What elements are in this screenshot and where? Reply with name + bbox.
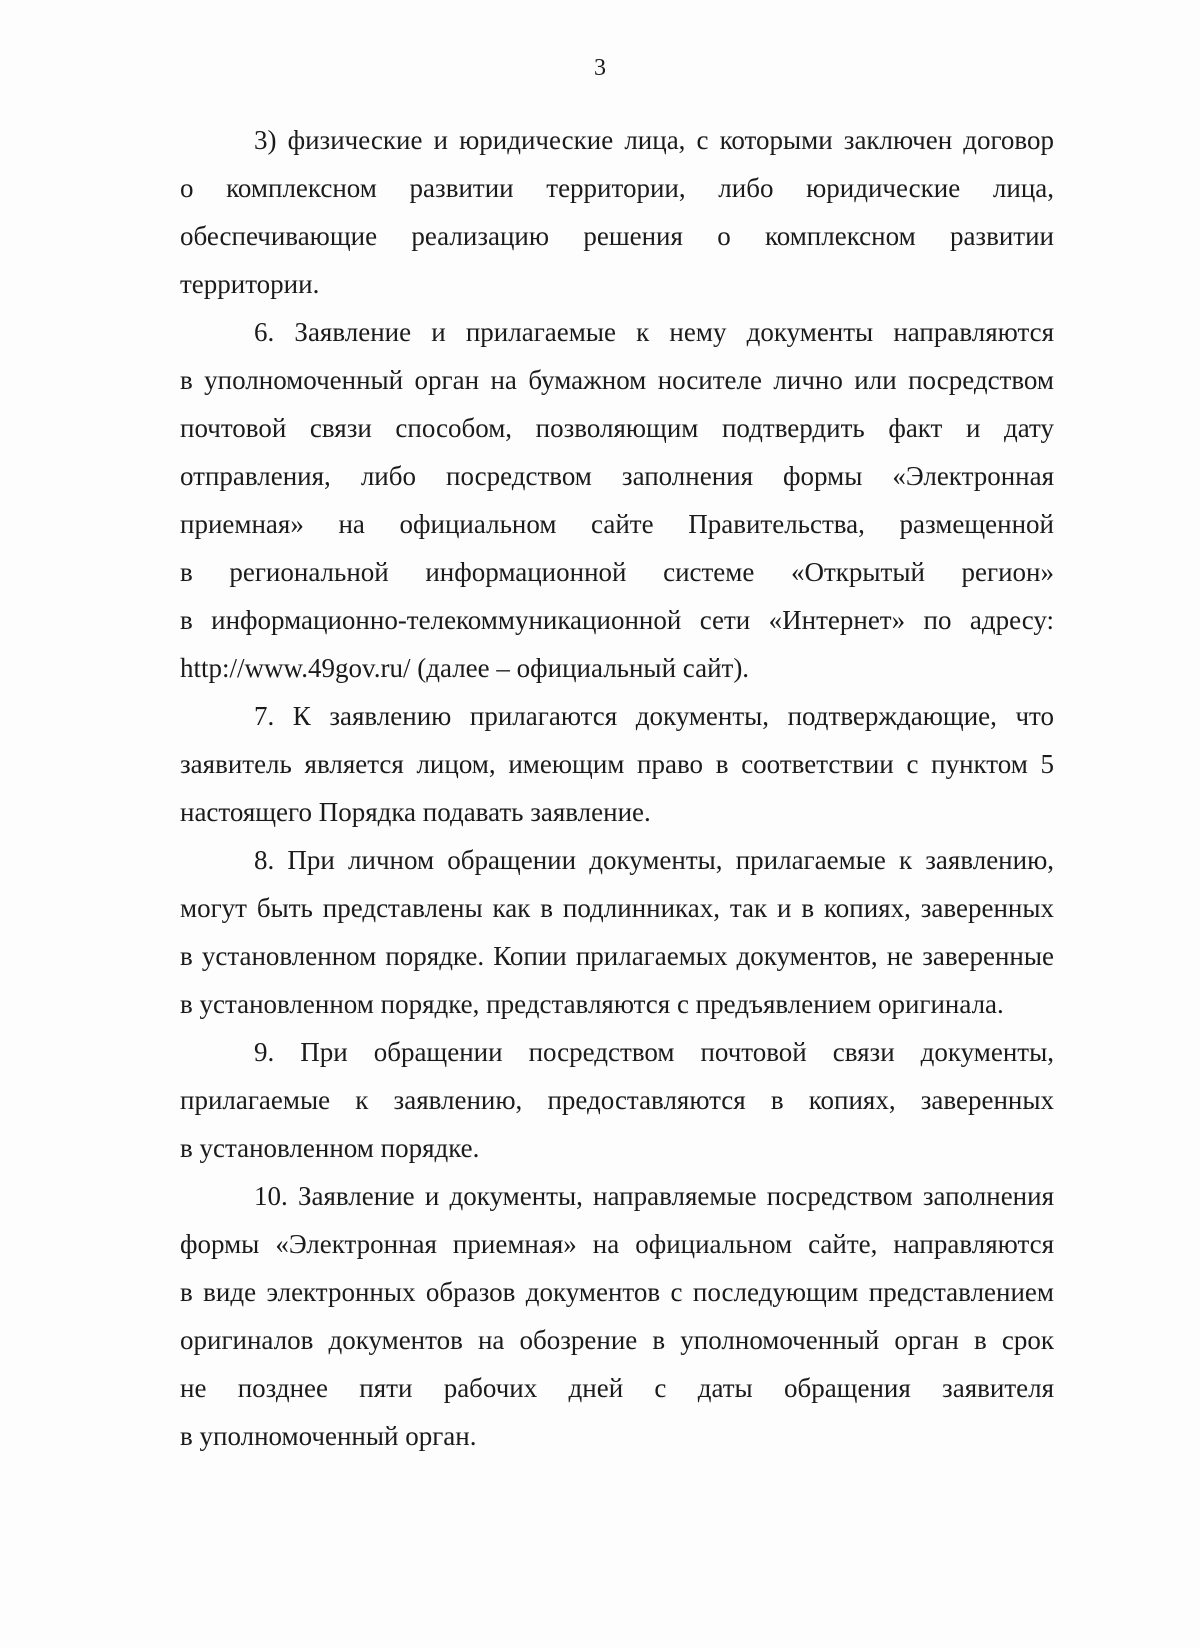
paragraph-line: прилагаемые к заявлению, предоставляются в копиях, заверенных	[180, 1085, 1054, 1115]
paragraph-line: настоящего Порядка подавать заявление.	[180, 797, 651, 827]
paragraph-line: приемная» на официальном сайте Правительства, размещенной	[180, 509, 1054, 539]
paragraph-item-6	[180, 308, 1054, 692]
paragraph-line: 7. К заявлению прилагаются документы, подтверждающие, что	[254, 701, 1054, 731]
paragraph-line: отправления, либо посредством заполнения формы «Электронная	[180, 461, 1054, 491]
paragraph-line: формы «Электронная приемная» на официальном сайте, направляются	[180, 1229, 1054, 1259]
paragraph-line: почтовой связи способом, позволяющим подтвердить факт и дату	[180, 413, 1054, 443]
paragraph-line: в установленном порядке. Копии прилагаемых документов, не заверенные	[180, 941, 1054, 971]
paragraph-line: 6. Заявление и прилагаемые к нему документы направляются	[254, 317, 1054, 347]
paragraph-line: 9. При обращении посредством почтовой связи документы,	[254, 1037, 1054, 1067]
paragraph-line: не позднее пяти рабочих дней с даты обращения заявителя	[180, 1373, 1054, 1403]
paragraph-line: обеспечивающие реализацию решения о комплексном развитии	[180, 221, 1054, 251]
paragraph-line: в установленном порядке.	[180, 1133, 480, 1163]
paragraph-item-10	[180, 1172, 1054, 1460]
paragraph-line: в уполномоченный орган.	[180, 1421, 477, 1451]
paragraph-item-7	[180, 692, 1054, 836]
paragraph-line: 10. Заявление и документы, направляемые посредством заполнения	[254, 1181, 1054, 1211]
paragraph-line: в виде электронных образов документов с последующим представлением	[180, 1277, 1054, 1307]
document-body	[180, 116, 1054, 1460]
paragraph-line: заявитель является лицом, имеющим право в соответствии с пунктом 5	[180, 749, 1054, 779]
paragraph-line: в региональной информационной системе «Открытый регион»	[180, 557, 1054, 587]
paragraph-line: могут быть представлены как в подлинниках, так и в копиях, заверенных	[180, 893, 1054, 923]
paragraph-line: 8. При личном обращении документы, прилагаемые к заявлению,	[254, 845, 1054, 875]
paragraph-line: оригиналов документов на обозрение в уполномоченный орган в срок	[180, 1325, 1054, 1355]
paragraph-item-9	[180, 1028, 1054, 1172]
paragraph-line: территории.	[180, 269, 320, 299]
paragraph-line: в уполномоченный орган на бумажном носителе лично или посредством	[180, 365, 1054, 395]
paragraph-line: о комплексном развитии территории, либо юридические лица,	[180, 173, 1054, 203]
page-number: 3	[594, 55, 606, 81]
paragraph-line: в информационно-телекоммуникационной сети «Интернет» по адресу:	[180, 605, 1054, 635]
paragraph-line: http://www.49gov.ru/ (далее – официальный сайт).	[180, 653, 750, 683]
paragraph-line: 3) физические и юридические лица, с которыми заключен договор	[254, 125, 1054, 155]
paragraph-item-3	[180, 116, 1054, 308]
paragraph-item-8	[180, 836, 1054, 1028]
paragraph-line: в установленном порядке, представляются с предъявлением оригинала.	[180, 989, 1004, 1019]
